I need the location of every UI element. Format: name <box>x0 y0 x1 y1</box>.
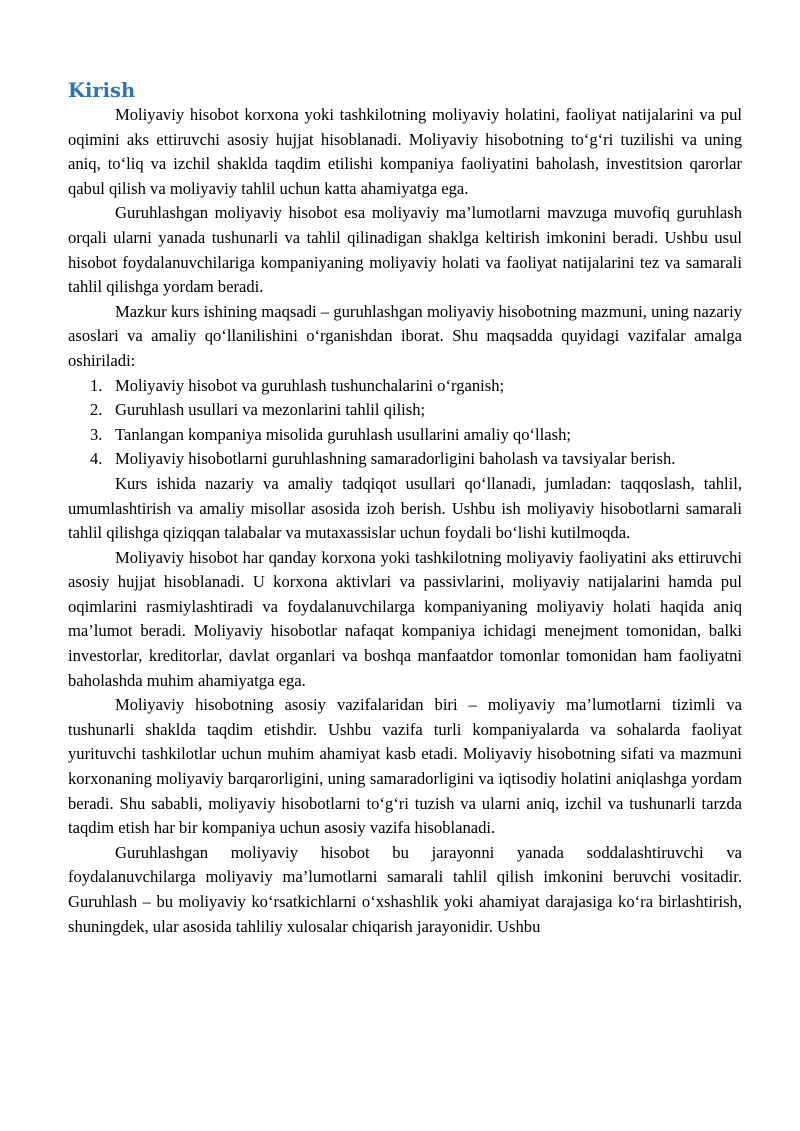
intro-paragraph-2: Guruhlashgan moliyaviy hisobot esa moliyaviy ma’lumotlarni mavzuga muvofiq guruhlash orqali ularni yanada tushunarli va tahlil qilinadigan shaklga keltirish imkonini beradi. Ushbu usul hisobot foydalanuvchilariga kompaniyaning moliyaviy holati va faoliyat natijalarini tez va samarali tahlil qilishga yordam beradi. <box>68 203 742 297</box>
intro-paragraph-3: Mazkur kurs ishining maqsadi – guruhlashgan moliyaviy hisobotning mazmuni, uning nazariy asoslari va amaliy qo‘llanilishini o‘rganishdan iborat. Shu maqsadda quyidagi vazifalar amalga oshiriladi: <box>68 301 742 370</box>
task-number: 3. <box>90 424 103 444</box>
task-text: Guruhlash usullari va mezonlarini tahlil qilish; <box>115 400 426 420</box>
task-number: 2. <box>90 400 103 420</box>
intro-paragraph-1: Moliyaviy hisobot korxona yoki tashkilotning moliyaviy holatini, faoliyat natijalarini va pul oqimini aks ettiruvchi asosiy hujjat hisoblanadi. Moliyaviy hisobotning to‘g‘ri tuzilishi va uning aniq, to‘liq va izchil shaklda taqdim etilishi kompaniya faoliyatini baholash, investitsion qarorlar qabul qilish va moliyaviy tahlil uchun katta ahamiyatga ega. <box>68 105 742 198</box>
body-paragraph-4: Guruhlashgan moliyaviy hisobot bu jarayonni yanada soddalashtiruvchi va foydalanuvchilarga moliyaviy ma’lumotlarni samarali tahlil qilish imkonini beruvchi vositadir. Guruhlash – bu moliyaviy ko‘rsatkichlarni o‘xshashlik yoki ahamiyat darajasiga ko‘ra birlashtirish, shuningdek, ular asosida tahliliy xulosalar chiqarish jarayonidir. Ushbu <box>68 842 742 936</box>
body-paragraph-2: Moliyaviy hisobot har qanday korxona yoki tashkilotning moliyaviy faoliyatini aks ettiruvchi asosiy hujjat hisoblanadi. U korxona aktivlari va passivlarini, moliyaviy natijalarini hamda pul oqimlarini rasmiylashtiradi va foydalanuvchilarga kompaniyaning moliyaviy holati haqida aniq ma’lumot beradi. Moliyaviy hisobotlar nafaqat kompaniya ichidagi menejment tomonidan, balki investorlar, kreditorlar, davlat organlari va boshqa manfaatdor tomonlar tomonidan ham faoliyatni baholashda muhim ahamiyatga ega. <box>68 547 742 690</box>
task-text: Moliyaviy hisobotlarni guruhlashning samaradorligini baholash va tavsiyalar berish. <box>115 449 676 469</box>
task-number: 4. <box>90 449 103 469</box>
task-item-1 <box>68 374 742 399</box>
task-item-3 <box>68 423 742 448</box>
body-paragraph-1: Kurs ishida nazariy va amaliy tadqiqot usullari qo‘llanadi, jumladan: taqqoslash, tahlil, umumlashtirish va amaliy misollar asosida izoh berish. Ushbu ish moliyaviy hisobotlarni samarali tahlil qilishga qiziqqan talabalar va mutaxassislar uchun foydali bo‘lishi kutilmoqda. <box>68 473 742 543</box>
task-item-4 <box>68 447 742 472</box>
body-paragraph-3: Moliyaviy hisobotning asosiy vazifalaridan biri – moliyaviy ma’lumotlarni tizimli va tushunarli shaklda taqdim etishdir. Ushbu vazifa turli kompaniyalarda va sohalarda faoliyat yurituvchi tashkilotlar uchun muhim ahamiyat kasb etadi. Moliyaviy hisobotning sifati va mazmuni korxonaning moliyaviy barqarorligini, uning samaradorligini va iqtisodiy holatini aniqlashga yordam beradi. Shu sababli, moliyaviy hisobotlarni to‘g‘ri tuzish va ularni aniq, izchil va tushunarli tarzda taqdim etish har bir kompaniya uchun asosiy vazifa hisoblanadi. <box>68 695 742 838</box>
task-text: Tanlangan kompaniya misolida guruhlash usullarini amaliy qo‘llash; <box>115 424 571 444</box>
section-heading: Kirish <box>68 79 136 102</box>
document-page <box>68 78 742 939</box>
task-number: 1. <box>90 375 103 395</box>
task-text: Moliyaviy hisobot va guruhlash tushunchalarini o‘rganish; <box>115 375 505 395</box>
task-list <box>68 374 742 472</box>
task-item-2 <box>68 398 742 423</box>
